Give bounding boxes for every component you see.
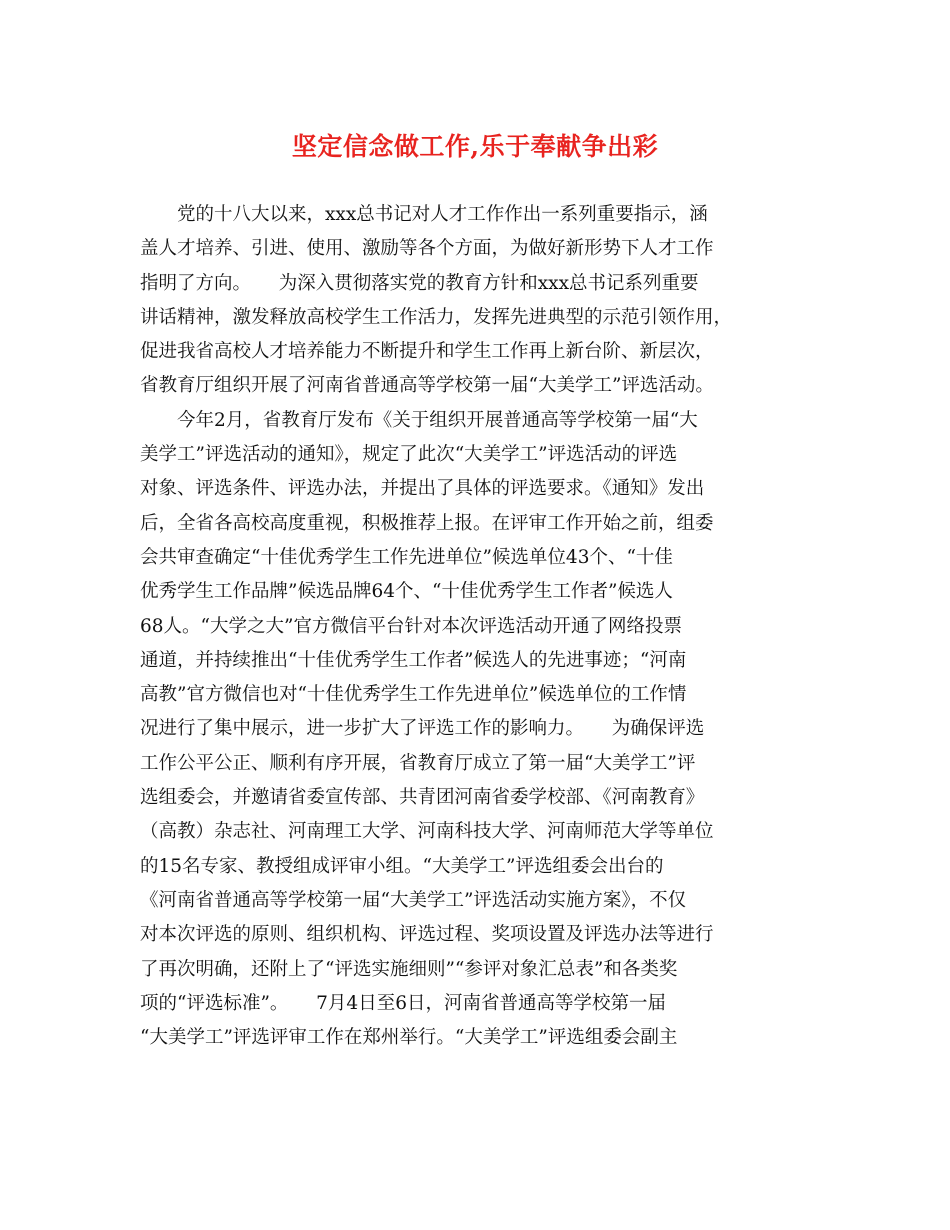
body-text-line: 盖人才培养、引进、使用、激励等各个方面，为做好新形势下人才工作 [140, 238, 714, 260]
body-text-line: 项的“评选标准”。 7月4日至6日，河南省普通高等学校第一届 [140, 992, 666, 1014]
body-text-line: 68人。“大学之大”官方微信平台针对本次评选活动开通了网络投票 [140, 615, 682, 637]
body-text-line: 《河南省普通高等学校第一届“大美学工”评选活动实施方案》，不仅 [140, 889, 687, 911]
body-text-line: 高教”官方微信也对“十佳优秀学生工作先进单位”候选单位的工作情 [140, 684, 687, 706]
body-text-line: 选组委会，并邀请省委宣传部、共青团河南省委学校部、《河南教育》 [140, 787, 705, 809]
body-text-line: 对象、评选条件、评选办法，并提出了具体的评选要求。《通知》发出 [140, 478, 705, 500]
body-text-line: 况进行了集中展示，进一步扩大了评选工作的影响力。 为确保评选 [140, 718, 705, 740]
body-text-line: 美学工”评选活动的通知》，规定了此次“大美学工”评选活动的评选 [140, 444, 678, 466]
body-text-line: “大美学工”评选评审工作在郑州举行。“大美学工”评选组委会副主 [140, 1027, 678, 1049]
body-text-line: 促进我省高校人才培养能力不断提升和学生工作再上新台阶、新层次， [140, 341, 714, 363]
body-text-line: 党的十八大以来，xxx总书记对人才工作作出一系列重要指示，涵 [140, 204, 708, 225]
body-text-line: 了再次明确，还附上了“评选实施细则”“参评对象汇总表”和各类奖 [140, 958, 678, 980]
body-text-line: 今年2月，省教育厅发布《关于组织开展普通高等学校第一届“大 [140, 409, 698, 431]
body-text-line: 优秀学生工作品牌”候选品牌64个、“十佳优秀学生工作者”候选人 [140, 581, 673, 603]
body-text-line: 通道，并持续推出“十佳优秀学生工作者”候选人的先进事迹；“河南 [140, 649, 687, 671]
body-text-line: 对本次评选的原则、组织机构、评选过程、奖项设置及评选办法等进行 [140, 924, 714, 946]
body-text-line: 讲话精神，激发释放高校学生工作活力，发挥先进典型的示范引领作用， [140, 306, 733, 328]
body-text-line: 指明了方向。 为深入贯彻落实党的教育方针和xxx总书记系列重要 [140, 272, 699, 294]
body-text-line: （高教）杂志社、河南理工大学、河南科技大学、河南师范大学等单位 [140, 821, 714, 843]
body-text-line: 后，全省各高校高度重视，积极推荐上报。在评审工作开始之前，组委 [140, 512, 714, 534]
document-body [140, 198, 820, 1055]
body-text-line: 工作公平公正、顺利有序开展，省教育厅成立了第一届“大美学工”评 [140, 752, 696, 774]
body-text-line: 的15名专家、教授组成评审小组。“大美学工”评选组委会出台的 [140, 855, 664, 877]
document-title: 坚定信念做工作,乐于奉献争出彩 [291, 132, 659, 161]
body-text-line: 省教育厅组织开展了河南省普通高等学校第一届“大美学工”评选活动。 [140, 375, 714, 397]
body-text-line: 会共审查确定“十佳优秀学生工作先进单位”候选单位43个、“十佳 [140, 546, 673, 568]
